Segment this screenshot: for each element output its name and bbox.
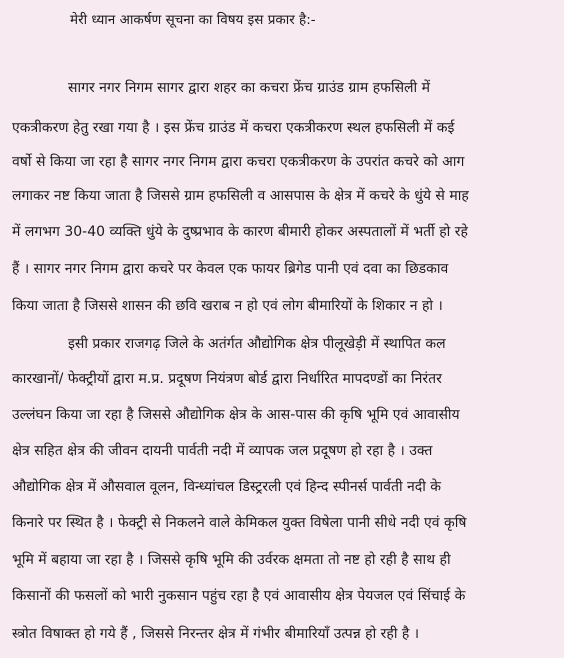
paragraph-1-line-4: लगाकर नष्ट किया जाता है जिससे ग्राम हफसिली व आसपास के क्षेत्र में कचरे के धुंये से माह — [12, 188, 469, 204]
paragraph-2-line-2: कारखानों/ फेक्ट्रीयों द्वारा म.प्र. प्रदूषण नियंत्रण बोर्ड द्वारा निर्धारित मापदण्डों का निरंतर — [12, 371, 442, 387]
paragraph-2-line-5: औद्योगिक क्षेत्र में औसवाल वूलन, विन्ध्यांचल डिस्ट्ररली एवं हिन्द स्पीनर्स पार्वती नदी के — [12, 479, 442, 495]
document-heading: मेरी ध्यान आकर्षण सूचना का विषय इस प्रकार है:- — [70, 12, 316, 28]
paragraph-1-line-1: सागर नगर निगम सागर द्वारा शहर का कचरा फ्रेंच ग्राउंड ग्राम हफसिली में — [68, 80, 430, 96]
paragraph-1-line-7: किया जाता है जिससे शासन की छवि खराब न हो एवं लोग बीमारियों के शिकार न हो । — [12, 298, 443, 314]
paragraph-1-line-3: वर्षो से किया जा रहा है सागर नगर निगम द्वारा कचरा एकत्रीकरण के उपरांत कचरे को आग — [12, 154, 465, 170]
paragraph-2-line-1: इसी प्रकार राजगढ़ जिले के अतंर्गत औद्योगिक क्षेत्र पीलूखेड़ी में स्थापित कल — [68, 336, 446, 352]
paragraph-1-line-5: में लगभग 30-40 व्यक्ति धुंये के दुष्प्रभाव के कारण बीमारी होकर अस्पतालों में भर्ती हो रहे — [12, 224, 468, 240]
paragraph-1-line-2: एकत्रीकरण हेतु रखा गया है । इस फ्रेंच ग्राउंड में कचरा एकत्रीकरण स्थल हफसिली में कई — [12, 120, 455, 136]
paragraph-2-line-9: स्त्रोत विषाक्त हो गये हैं , जिससे निरन्तर क्षेत्र में गंभीर बीमारियॉं उत्पन्न हो रही है । — [12, 626, 420, 642]
paragraph-2-line-3: उल्लंघन किया जा रहा है जिससे औद्योगिक क्षेत्र के आस-पास की कृषि भूमि एवं आवासीय — [12, 407, 460, 423]
paragraph-2-line-6: किनारे पर स्थित है । फेक्ट्री से निकलने वाले केमिकल युक्त विषेला पानी सीधे नदी एवं कृषि — [12, 515, 467, 531]
paragraph-2-line-8: किसानों की फसलों को भारी नुकसान पहुंच रहा है एवं आवासीय क्षेत्र पेयजल एवं सिंचाई के — [12, 588, 466, 604]
paragraph-2-line-4: क्षेत्र सहित क्षेत्र की जीवन दायनी पार्वती नदी में व्यापक जल प्रदूषण हो रहा है । उक्त — [12, 443, 433, 459]
paragraph-2-line-7: भूमि में बहाया जा रहा है । जिससे कृषि भूमि की उर्वरक क्षमता तो नष्ट हो रही है साथ ही — [12, 552, 451, 568]
paragraph-1-line-6: हैं । सागर नगर निगम द्वारा कचरे पर केवल एक फायर ब्रिगेड पानी एवं दवा का छिडकाव — [12, 261, 449, 277]
